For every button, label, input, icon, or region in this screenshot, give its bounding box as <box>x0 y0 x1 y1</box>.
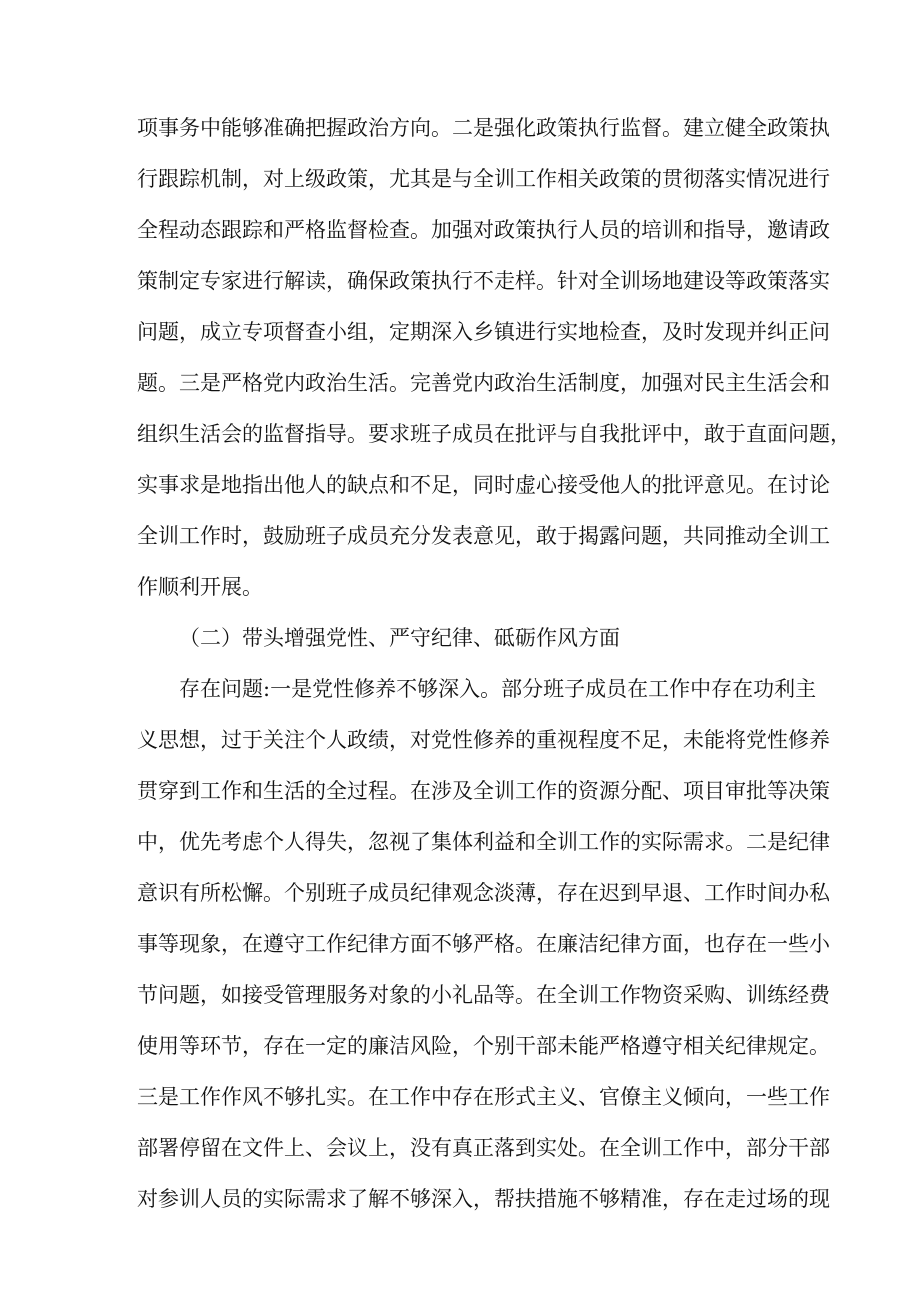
paragraph-1-line-6: 题。三是严格党内政治生活。完善党内政治生活制度，加强对民主生活会和 <box>137 371 830 395</box>
paragraph-2-line-10: 部署停留在文件上、会议上，没有真正落到实处。在全训工作中，部分干部 <box>137 1136 830 1160</box>
paragraph-1-line-7: 组织生活会的监督指导。要求班子成员在批评与自我批评中，敢于直面问题， <box>137 422 851 446</box>
paragraph-1-line-8: 实事求是地指出他人的缺点和不足，同时虚心接受他人的批评意见。在讨论 <box>137 473 830 497</box>
paragraph-2-line-3: 贯穿到工作和生活的全过程。在涉及全训工作的资源分配、项目审批等决策 <box>137 779 830 803</box>
paragraph-2-line-11: 对参训人员的实际需求了解不够深入，帮扶措施不够精准，存在走过场的现 <box>137 1187 830 1211</box>
paragraph-1-line-5: 问题，成立专项督查小组，定期深入乡镇进行实地检查，及时发现并纠正问 <box>137 320 830 344</box>
paragraph-1-line-1: 项事务中能够准确把握政治方向。二是强化政策执行监督。建立健全政策执 <box>137 116 830 140</box>
paragraph-1-line-2: 行跟踪机制，对上级政策，尤其是与全训工作相关政策的贯彻落实情况进行 <box>137 167 830 191</box>
paragraph-2-line-6: 事等现象，在遵守工作纪律方面不够严格。在廉洁纪律方面，也存在一些小 <box>137 932 830 956</box>
paragraph-2-line-7: 节问题，如接受管理服务对象的小礼品等。在全训工作物资采购、训练经费 <box>137 983 830 1007</box>
paragraph-2-line-4: 中，优先考虑个人得失，忽视了集体利益和全训工作的实际需求。二是纪律 <box>137 830 830 854</box>
paragraph-2-line-1: 存在问题:一是党性修养不够深入。部分班子成员在工作中存在功利主 <box>179 677 817 701</box>
paragraph-2-line-5: 意识有所松懈。个别班子成员纪律观念淡薄，存在迟到早退、工作时间办私 <box>137 881 830 905</box>
paragraph-2-line-8: 使用等环节，存在一定的廉洁风险，个别干部未能严格遵守相关纪律规定。 <box>137 1034 830 1058</box>
paragraph-1-line-9: 全训工作时，鼓励班子成员充分发表意见，敢于揭露问题，共同推动全训工 <box>137 524 830 548</box>
paragraph-2-line-2: 义思想，过于关注个人政绩，对党性修养的重视程度不足，未能将党性修养 <box>137 728 830 752</box>
paragraph-1-line-3: 全程动态跟踪和严格监督检查。加强对政策执行人员的培训和指导，邀请政 <box>137 218 830 242</box>
paragraph-2-line-9: 三是工作作风不够扎实。在工作中存在形式主义、官僚主义倾向，一些工作 <box>137 1085 830 1109</box>
section-heading: （二）带头增强党性、严守纪律、砥砺作风方面 <box>179 626 620 650</box>
paragraph-1-line-4: 策制定专家进行解读，确保政策执行不走样。针对全训场地建设等政策落实 <box>137 269 830 293</box>
paragraph-1-line-10: 作顺利开展。 <box>137 575 263 599</box>
